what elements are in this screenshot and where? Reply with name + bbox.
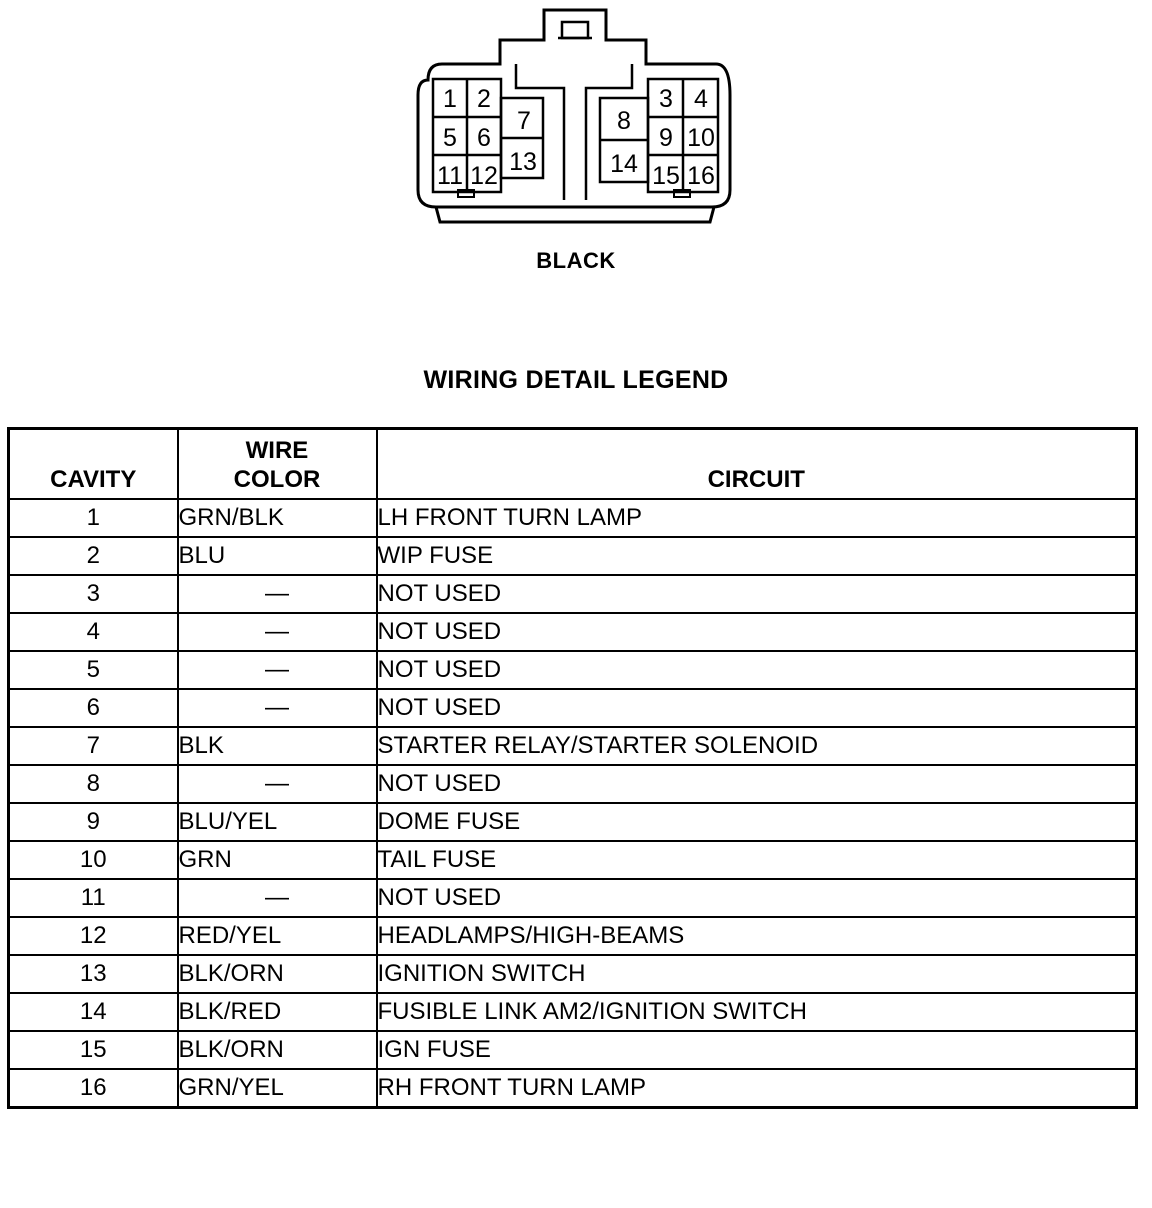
- cavity-label-13: 13: [509, 148, 537, 176]
- table-row: [9, 879, 1137, 917]
- cavity-label-4: 4: [694, 85, 708, 113]
- legend-body: [9, 499, 1137, 1108]
- table-row: [9, 537, 1137, 575]
- wire-color-cell: —: [178, 575, 377, 613]
- cavity-cell: 3: [9, 575, 178, 613]
- connector-bottom-lip: [436, 207, 714, 222]
- circuit-cell: FUSIBLE LINK AM2/IGNITION SWITCH: [377, 993, 1137, 1031]
- table-row: [9, 613, 1137, 651]
- cavity-label-11: 11: [437, 162, 463, 190]
- circuit-cell: IGNITION SWITCH: [377, 955, 1137, 993]
- wire-color-cell: —: [178, 879, 377, 917]
- cavity-label-1: 1: [443, 85, 457, 113]
- wire-color-cell: GRN/BLK: [178, 499, 377, 537]
- cavity-cell: 5: [9, 651, 178, 689]
- wire-color-cell: BLK/ORN: [178, 955, 377, 993]
- connector-color-label: BLACK: [536, 248, 616, 273]
- circuit-cell: TAIL FUSE: [377, 841, 1137, 879]
- wire-color-cell: GRN/YEL: [178, 1069, 377, 1108]
- cavity-label-15: 15: [652, 162, 680, 190]
- latch: [562, 22, 588, 38]
- cavity-cell: 7: [9, 727, 178, 765]
- wire-color-cell: BLK/RED: [178, 993, 377, 1031]
- cavity-label-2: 2: [477, 85, 491, 113]
- cavity-cell: 10: [9, 841, 178, 879]
- wire-color-cell: BLU: [178, 537, 377, 575]
- cavity-label-7: 7: [517, 107, 531, 135]
- legend-title: WIRING DETAIL LEGEND: [423, 366, 729, 394]
- circuit-cell: NOT USED: [377, 651, 1137, 689]
- cavity-label-16: 16: [687, 162, 715, 190]
- circuit-cell: NOT USED: [377, 765, 1137, 803]
- cavity-cell: 4: [9, 613, 178, 651]
- header-wire-color: [178, 429, 377, 500]
- table-row: [9, 575, 1137, 613]
- wire-color-cell: —: [178, 613, 377, 651]
- wire-color-cell: GRN: [178, 841, 377, 879]
- cavity-cell: 15: [9, 1031, 178, 1069]
- circuit-cell: STARTER RELAY/STARTER SOLENOID: [377, 727, 1137, 765]
- cavity-label-10: 10: [687, 124, 715, 152]
- table-row: [9, 765, 1137, 803]
- cavity-cell: 13: [9, 955, 178, 993]
- cavity-label-3: 3: [659, 85, 673, 113]
- legend-header-row: [9, 429, 1137, 500]
- wire-color-cell: RED/YEL: [178, 917, 377, 955]
- cavity-label-9: 9: [659, 124, 673, 152]
- circuit-cell: NOT USED: [377, 613, 1137, 651]
- table-row: [9, 917, 1137, 955]
- table-row: [9, 727, 1137, 765]
- circuit-cell: NOT USED: [377, 575, 1137, 613]
- cavity-label-5: 5: [443, 124, 457, 152]
- table-row: [9, 803, 1137, 841]
- cavity-label-14: 14: [610, 150, 638, 178]
- table-row: [9, 1031, 1137, 1069]
- wire-color-cell: —: [178, 689, 377, 727]
- table-row: [9, 499, 1137, 537]
- header-wire-color-line1: WIRE: [245, 437, 309, 464]
- cavity-cell: 16: [9, 1069, 178, 1108]
- cavity-label-6: 6: [477, 124, 491, 152]
- cavity-cell: 12: [9, 917, 178, 955]
- cavity-label-12: 12: [470, 162, 498, 190]
- header-wire-color-line2: COLOR: [233, 466, 321, 493]
- cavity-cell: 11: [9, 879, 178, 917]
- table-row: [9, 689, 1137, 727]
- connector-diagram: [410, 0, 740, 235]
- cavity-cell: 6: [9, 689, 178, 727]
- wire-color-cell: —: [178, 765, 377, 803]
- cavity-cell: 8: [9, 765, 178, 803]
- table-row: [9, 1069, 1137, 1108]
- key-channel: [516, 64, 632, 200]
- circuit-cell: WIP FUSE: [377, 537, 1137, 575]
- header-cavity: CAVITY: [9, 429, 178, 500]
- cavity-cell: 9: [9, 803, 178, 841]
- cavity-cell: 14: [9, 993, 178, 1031]
- wire-color-cell: —: [178, 651, 377, 689]
- table-row: [9, 651, 1137, 689]
- table-row: [9, 955, 1137, 993]
- header-circuit: CIRCUIT: [377, 429, 1137, 500]
- table-row: [9, 841, 1137, 879]
- wire-color-cell: BLU/YEL: [178, 803, 377, 841]
- circuit-cell: IGN FUSE: [377, 1031, 1137, 1069]
- circuit-cell: RH FRONT TURN LAMP: [377, 1069, 1137, 1108]
- cavity-cell: 1: [9, 499, 178, 537]
- circuit-cell: LH FRONT TURN LAMP: [377, 499, 1137, 537]
- circuit-cell: DOME FUSE: [377, 803, 1137, 841]
- table-row: [9, 993, 1137, 1031]
- wiring-legend-table: [7, 427, 1138, 1109]
- cavity-cell: 2: [9, 537, 178, 575]
- circuit-cell: NOT USED: [377, 689, 1137, 727]
- cavity-label-8: 8: [617, 107, 631, 135]
- wire-color-cell: BLK: [178, 727, 377, 765]
- circuit-cell: NOT USED: [377, 879, 1137, 917]
- circuit-cell: HEADLAMPS/HIGH-BEAMS: [377, 917, 1137, 955]
- wire-color-cell: BLK/ORN: [178, 1031, 377, 1069]
